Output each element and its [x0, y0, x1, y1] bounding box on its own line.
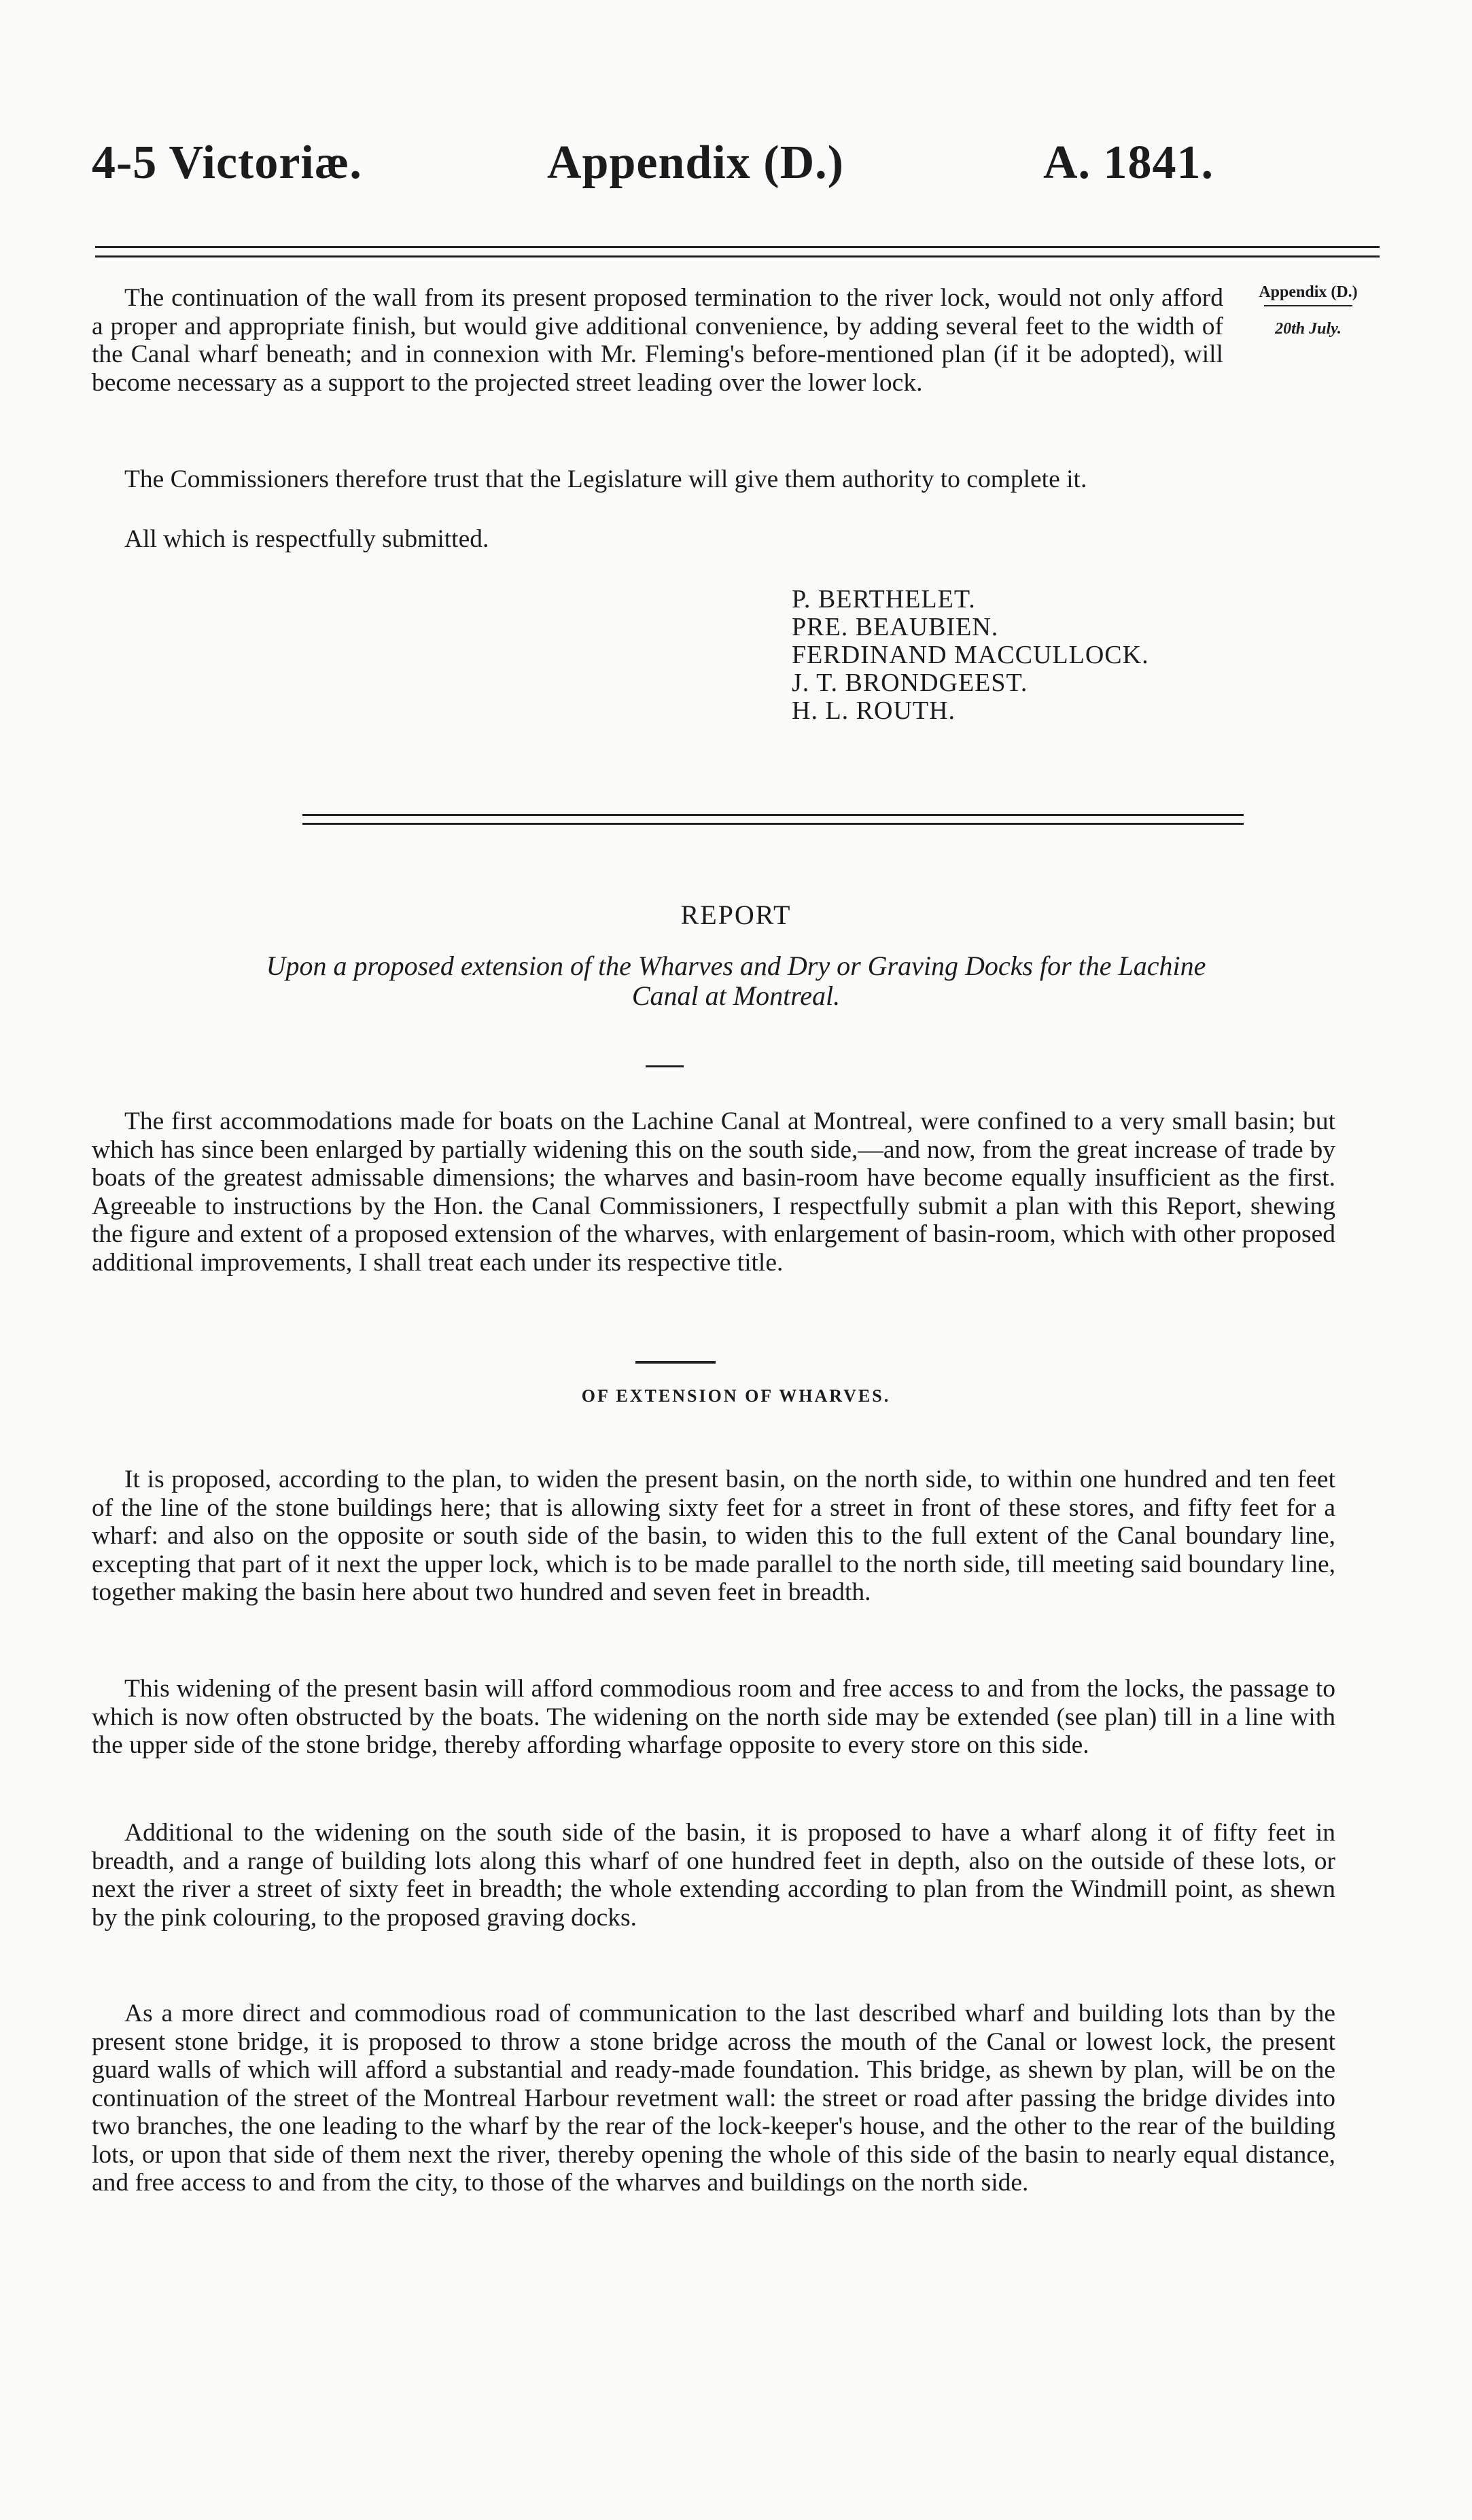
section-divider: [635, 1361, 716, 1364]
header-center: Appendix (D.): [547, 137, 844, 189]
section-paragraph-4: As a more direct and commodious road of communication to the last described wharf and building lots than by the present stone bridge, it is proposed to throw a stone bridge across the mouth of the Canal or lowest lock, the present guard walls of which will afford a substantial and ready-made foundation. This bridge, as shewn by plan, will be on the continuation of the street of the Montreal Harbour revetment wall: the street or road after passing the bridge divides into two branches, the one leading to the wharf by the rear of the lock-keeper's house, and the other to the rear of the building lots, or upon that side of them next the river, thereby opening the whole of this side of the basin to nearly equal distance, and free access to and from the city, to those of the wharves and buildings on the north side.: [92, 2000, 1335, 2197]
header-rule-top: [95, 246, 1380, 248]
report-subtitle: [0, 951, 1472, 1011]
intro-paragraph-2: The Commissioners therefore trust that the Legislature will give them authority to complete it.: [124, 465, 1087, 493]
signatories: [792, 586, 1149, 725]
header-right: A. 1841.: [1043, 137, 1214, 189]
intro-paragraph-1: The continuation of the wall from its present proposed termination to the river lock, would not only afford a proper and appropriate finish, but would give additional convenience, by adding several feet to the width of the Canal wharf beneath; and in connexion with Mr. Fleming's before-mentioned plan (if it be adopted), will become necessary as a support to the projected street leading over the lower lock.: [92, 284, 1223, 397]
section-heading: OF EXTENSION OF WHARVES.: [581, 1386, 891, 1406]
short-dash: [646, 1065, 684, 1067]
signatory: FERDINAND MACCULLOCK.: [792, 641, 1149, 669]
margin-note-brace: [1264, 305, 1352, 316]
report-title: REPORT: [680, 900, 792, 930]
section-paragraph-2: This widening of the present basin will afford commodious room and free access to and from the locks, the passage to which is now often obstructed by the boats. The widening on the north side may be extended (see plan) till in a line with the upper side of the stone bridge, thereby affording wharfage opposite to every store on this side.: [92, 1675, 1335, 1759]
separator-rule-top: [302, 814, 1244, 816]
section-paragraph-3: Additional to the widening on the south side of the basin, it is proposed to have a wharf along it of fifty feet in breadth, and a range of building lots along this wharf of one hundred feet in depth, also on the outside of these lots, or next the river a street of sixty feet in breadth; the whole extending according to plan from the Windmill point, as shewn by the pink colouring, to the proposed graving docks.: [92, 1819, 1335, 1932]
header-rule-bottom: [95, 255, 1380, 258]
signatory: PRE. BEAUBIEN.: [792, 613, 999, 641]
signatory: P. BERTHELET.: [792, 585, 976, 614]
report-subtitle-line-1: Upon a proposed extension of the Wharves and Dry or Graving Docks for the Lachine: [266, 951, 1206, 981]
intro-paragraph-3: All which is respectfully submitted.: [124, 525, 489, 553]
separator-rule-bottom: [302, 823, 1244, 825]
signatory: H. L. ROUTH.: [792, 696, 956, 725]
report-subtitle-line-2: Canal at Montreal.: [631, 980, 841, 1011]
report-intro: The first accommodations made for boats on the Lachine Canal at Montreal, were confined to a very small basin; but which has since been enlarged by partially widening this on the south side,—and now, from the great increase of trade by boats of the greatest admissable dimensions; the wharves and basin-room have become equally insufficient as the first. Agreeable to instructions by the Hon. the Canal Commissioners, I respectfully submit a plan with this Report, shewing the figure and extent of a proposed extension of the wharves, with enlargement of basin-room, which with other proposed additional improvements, I shall treat each under its respective title.: [92, 1107, 1335, 1277]
section-paragraph-1: It is proposed, according to the plan, to widen the present basin, on the north side, to within one hundred and ten feet of the line of the stone buildings here; that is allowing sixty feet for a street in front of these stores, and fifty feet for a wharf: and also on the opposite or south side of the basin, to widen this to the full extent of the Canal boundary line, excepting that part of it next the upper lock, which is to be made parallel to the north side, till meeting said boundary line, together making the basin here about two hundred and seven feet in breadth.: [92, 1466, 1335, 1606]
signatory: J. T. BRONDGEEST.: [792, 669, 1028, 697]
margin-note-appendix: Appendix (D.): [1259, 283, 1358, 301]
margin-note: [1230, 282, 1386, 339]
margin-note-date: 20th July.: [1275, 320, 1342, 338]
header-left: 4-5 Victoriæ.: [92, 137, 362, 189]
